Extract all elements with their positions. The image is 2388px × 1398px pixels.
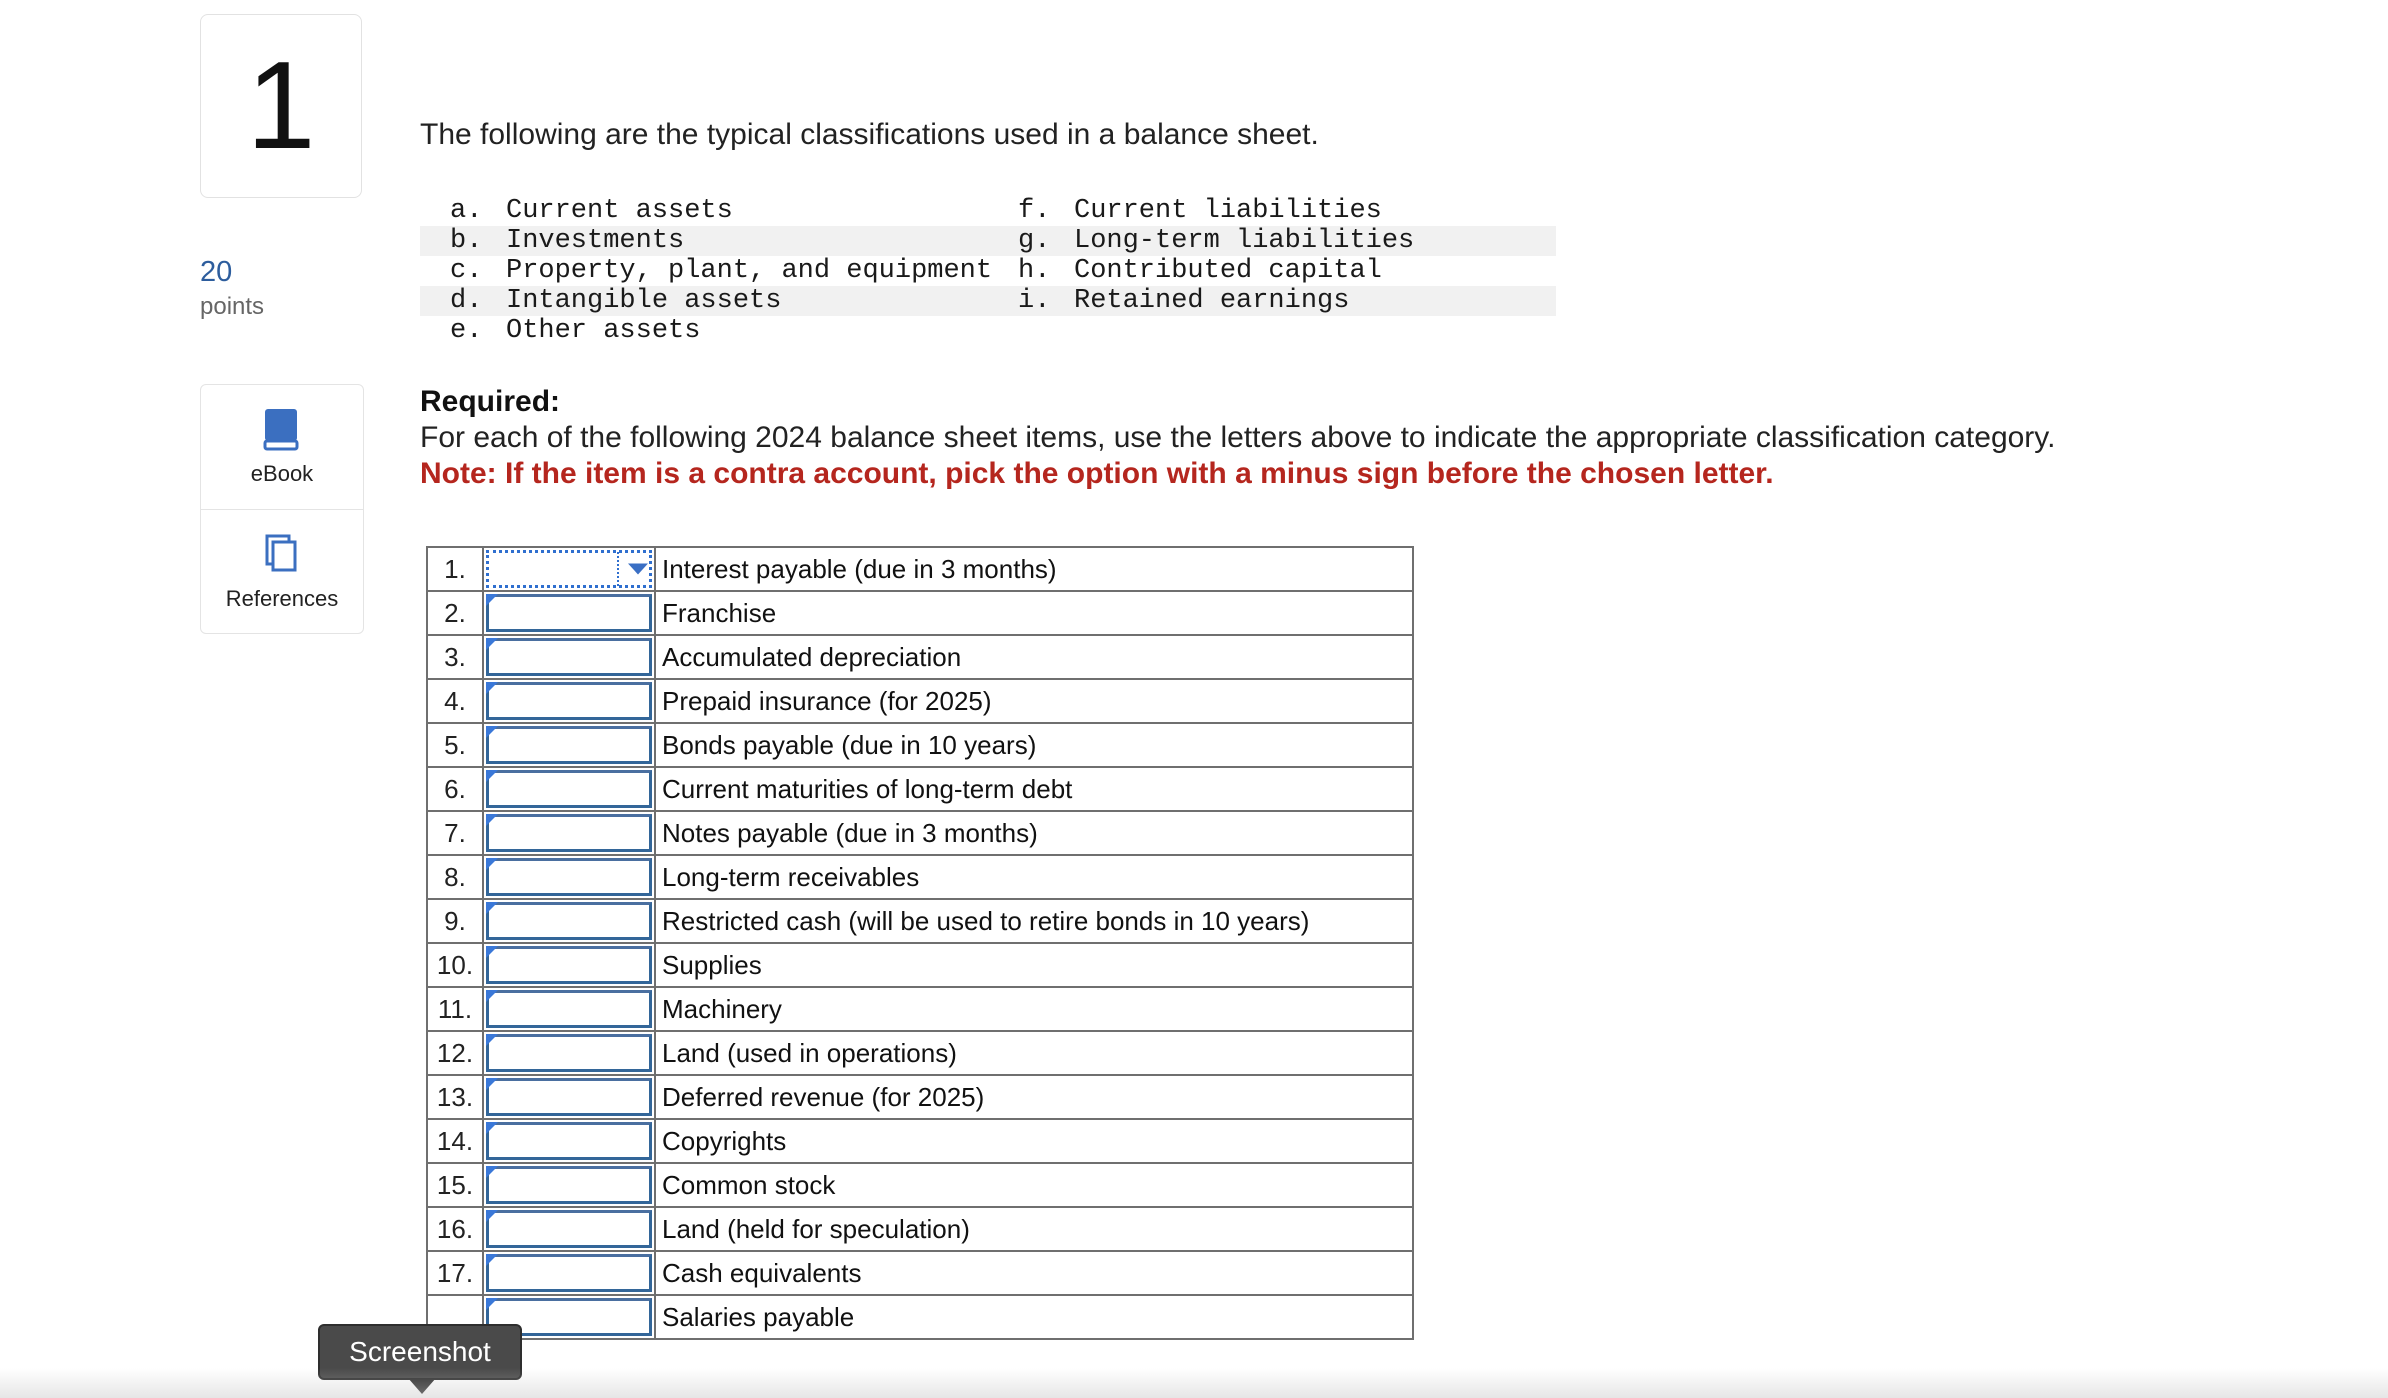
item-number: 1. xyxy=(427,547,483,591)
classification-select-cell xyxy=(483,767,655,811)
classification-select[interactable] xyxy=(486,1122,652,1160)
classification-select[interactable] xyxy=(486,902,652,940)
item-number: 6. xyxy=(427,767,483,811)
classification-select-cell xyxy=(483,723,655,767)
references-label: References xyxy=(225,586,339,611)
classification-select-cell xyxy=(483,1251,655,1295)
classification-select[interactable] xyxy=(486,1254,652,1292)
item-label: Land (used in operations) xyxy=(655,1031,1413,1075)
unanswered-flag-icon xyxy=(486,1034,498,1046)
classification-letter: c. xyxy=(450,256,483,286)
screenshot-tooltip: Screenshot xyxy=(318,1324,522,1380)
unanswered-flag-icon xyxy=(486,1122,498,1134)
chevron-down-icon[interactable] xyxy=(628,564,648,575)
classification-select-cell xyxy=(483,1207,655,1251)
classification-select[interactable] xyxy=(486,814,652,852)
unanswered-flag-icon xyxy=(486,1254,498,1266)
required-block xyxy=(420,384,2055,492)
table-row xyxy=(427,679,1413,723)
unanswered-flag-icon xyxy=(486,594,498,606)
classification-select-cell xyxy=(483,1119,655,1163)
required-text: For each of the following 2024 balance sheet items, use the letters above to indicate the appropriate classification category. xyxy=(420,421,2056,454)
classification-letter: d. xyxy=(450,286,483,316)
unanswered-flag-icon xyxy=(486,814,498,826)
classification-select[interactable] xyxy=(486,594,652,632)
item-number: 16. xyxy=(427,1207,483,1251)
table-row xyxy=(427,987,1413,1031)
table-row xyxy=(427,943,1413,987)
classification-text: Other assets xyxy=(506,316,701,346)
item-number: 17. xyxy=(427,1251,483,1295)
table-row xyxy=(427,1031,1413,1075)
item-label: Accumulated depreciation xyxy=(655,635,1413,679)
item-number: 11. xyxy=(427,987,483,1031)
classification-select-cell xyxy=(483,943,655,987)
classification-select-cell xyxy=(483,591,655,635)
item-label: Common stock xyxy=(655,1163,1413,1207)
classification-text: Current liabilities xyxy=(1074,196,1382,226)
item-number: 8. xyxy=(427,855,483,899)
classification-text: Current assets xyxy=(506,196,733,226)
tools-panel xyxy=(200,384,364,634)
classification-select[interactable] xyxy=(486,1166,652,1204)
classification-row xyxy=(420,196,1556,226)
table-row xyxy=(427,723,1413,767)
item-label: Salaries payable xyxy=(655,1295,1413,1339)
required-note: Note: If the item is a contra account, pick the option with a minus sign before the chosen letter. xyxy=(420,457,1774,490)
classification-list xyxy=(420,196,1556,346)
item-label: Bonds payable (due in 10 years) xyxy=(655,723,1413,767)
classification-row xyxy=(420,256,1556,286)
classification-select[interactable] xyxy=(486,1034,652,1072)
item-label: Copyrights xyxy=(655,1119,1413,1163)
item-number: 15. xyxy=(427,1163,483,1207)
item-number: 7. xyxy=(427,811,483,855)
item-number: 14. xyxy=(427,1119,483,1163)
item-number: 2. xyxy=(427,591,483,635)
unanswered-flag-icon xyxy=(486,1078,498,1090)
classification-select-cell xyxy=(483,1075,655,1119)
item-number: 13. xyxy=(427,1075,483,1119)
item-label: Franchise xyxy=(655,591,1413,635)
item-number: 9. xyxy=(427,899,483,943)
classification-select[interactable] xyxy=(486,1078,652,1116)
classification-letter: i. xyxy=(1018,286,1051,316)
classification-select-cell xyxy=(483,855,655,899)
classification-text: Contributed capital xyxy=(1074,256,1382,286)
unanswered-flag-icon xyxy=(486,770,498,782)
table-row xyxy=(427,1163,1413,1207)
classification-select-cell xyxy=(483,1163,655,1207)
ebook-label: eBook xyxy=(250,461,314,486)
item-label: Deferred revenue (for 2025) xyxy=(655,1075,1413,1119)
classification-select-cell xyxy=(483,899,655,943)
classification-text: Property, plant, and equipment xyxy=(506,256,993,286)
intro-text: The following are the typical classifications used in a balance sheet. xyxy=(420,118,1319,151)
table-row xyxy=(427,855,1413,899)
table-row xyxy=(427,767,1413,811)
answer-table xyxy=(426,546,1414,1340)
item-label: Machinery xyxy=(655,987,1413,1031)
table-row xyxy=(427,547,1413,591)
classification-letter: e. xyxy=(450,316,483,346)
item-number: 12. xyxy=(427,1031,483,1075)
item-label: Restricted cash (will be used to retire bonds in 10 years) xyxy=(655,899,1413,943)
classification-text: Retained earnings xyxy=(1074,286,1350,316)
points-block xyxy=(200,256,264,321)
item-number: 3. xyxy=(427,635,483,679)
references-icon xyxy=(261,532,303,576)
unanswered-flag-icon xyxy=(486,638,498,650)
item-label: Land (held for speculation) xyxy=(655,1207,1413,1251)
classification-select[interactable] xyxy=(486,990,652,1028)
question-number: 1 xyxy=(246,37,316,175)
classification-letter: a. xyxy=(450,196,483,226)
classification-select[interactable] xyxy=(486,682,652,720)
classification-text: Long-term liabilities xyxy=(1074,226,1415,256)
unanswered-flag-icon xyxy=(486,1298,498,1310)
classification-row xyxy=(420,226,1556,256)
classification-row xyxy=(420,316,1556,346)
points-label: points xyxy=(200,293,265,320)
classification-select-cell xyxy=(483,635,655,679)
item-label: Long-term receivables xyxy=(655,855,1413,899)
unanswered-flag-icon xyxy=(486,726,498,738)
classification-select-cell xyxy=(483,987,655,1031)
table-row xyxy=(427,1251,1413,1295)
item-label: Current maturities of long-term debt xyxy=(655,767,1413,811)
unanswered-flag-icon xyxy=(486,1166,498,1178)
classification-letter: g. xyxy=(1018,226,1051,256)
classification-text: Intangible assets xyxy=(506,286,782,316)
classification-letter: b. xyxy=(450,226,483,256)
table-row xyxy=(427,635,1413,679)
classification-select[interactable] xyxy=(486,858,652,896)
classification-letter: h. xyxy=(1018,256,1051,286)
item-label: Prepaid insurance (for 2025) xyxy=(655,679,1413,723)
unanswered-flag-icon xyxy=(486,1210,498,1222)
unanswered-flag-icon xyxy=(486,946,498,958)
classification-letter: f. xyxy=(1018,196,1051,226)
table-row xyxy=(427,1075,1413,1119)
classification-select-cell xyxy=(483,679,655,723)
table-row xyxy=(427,1119,1413,1163)
item-number: 4. xyxy=(427,679,483,723)
book-icon xyxy=(261,407,303,451)
table-row xyxy=(427,811,1413,855)
points-value: 20 xyxy=(200,256,233,288)
classification-row xyxy=(420,286,1556,316)
classification-select-cell xyxy=(483,547,655,591)
dropdown-separator xyxy=(617,552,620,586)
classification-select[interactable] xyxy=(486,770,652,808)
table-row xyxy=(427,591,1413,635)
item-label: Cash equivalents xyxy=(655,1251,1413,1295)
table-row xyxy=(427,1295,1413,1339)
item-number: 5. xyxy=(427,723,483,767)
unanswered-flag-icon xyxy=(486,902,498,914)
required-title: Required: xyxy=(420,385,561,418)
item-label: Notes payable (due in 3 months) xyxy=(655,811,1413,855)
table-row xyxy=(427,1207,1413,1251)
table-row xyxy=(427,899,1413,943)
references-button[interactable] xyxy=(201,509,363,634)
classification-select[interactable] xyxy=(486,946,652,984)
unanswered-flag-icon xyxy=(486,682,498,694)
question-number-card xyxy=(200,14,362,198)
unanswered-flag-icon xyxy=(486,858,498,870)
unanswered-flag-icon xyxy=(486,990,498,1002)
classification-select[interactable] xyxy=(486,1210,652,1248)
item-label: Supplies xyxy=(655,943,1413,987)
classification-select-cell xyxy=(483,811,655,855)
classification-select[interactable] xyxy=(486,726,652,764)
ebook-button[interactable] xyxy=(201,385,363,509)
item-number: 10. xyxy=(427,943,483,987)
classification-select[interactable] xyxy=(486,638,652,676)
classification-select-cell xyxy=(483,1031,655,1075)
item-label: Interest payable (due in 3 months) xyxy=(655,547,1413,591)
classification-text: Investments xyxy=(506,226,685,256)
